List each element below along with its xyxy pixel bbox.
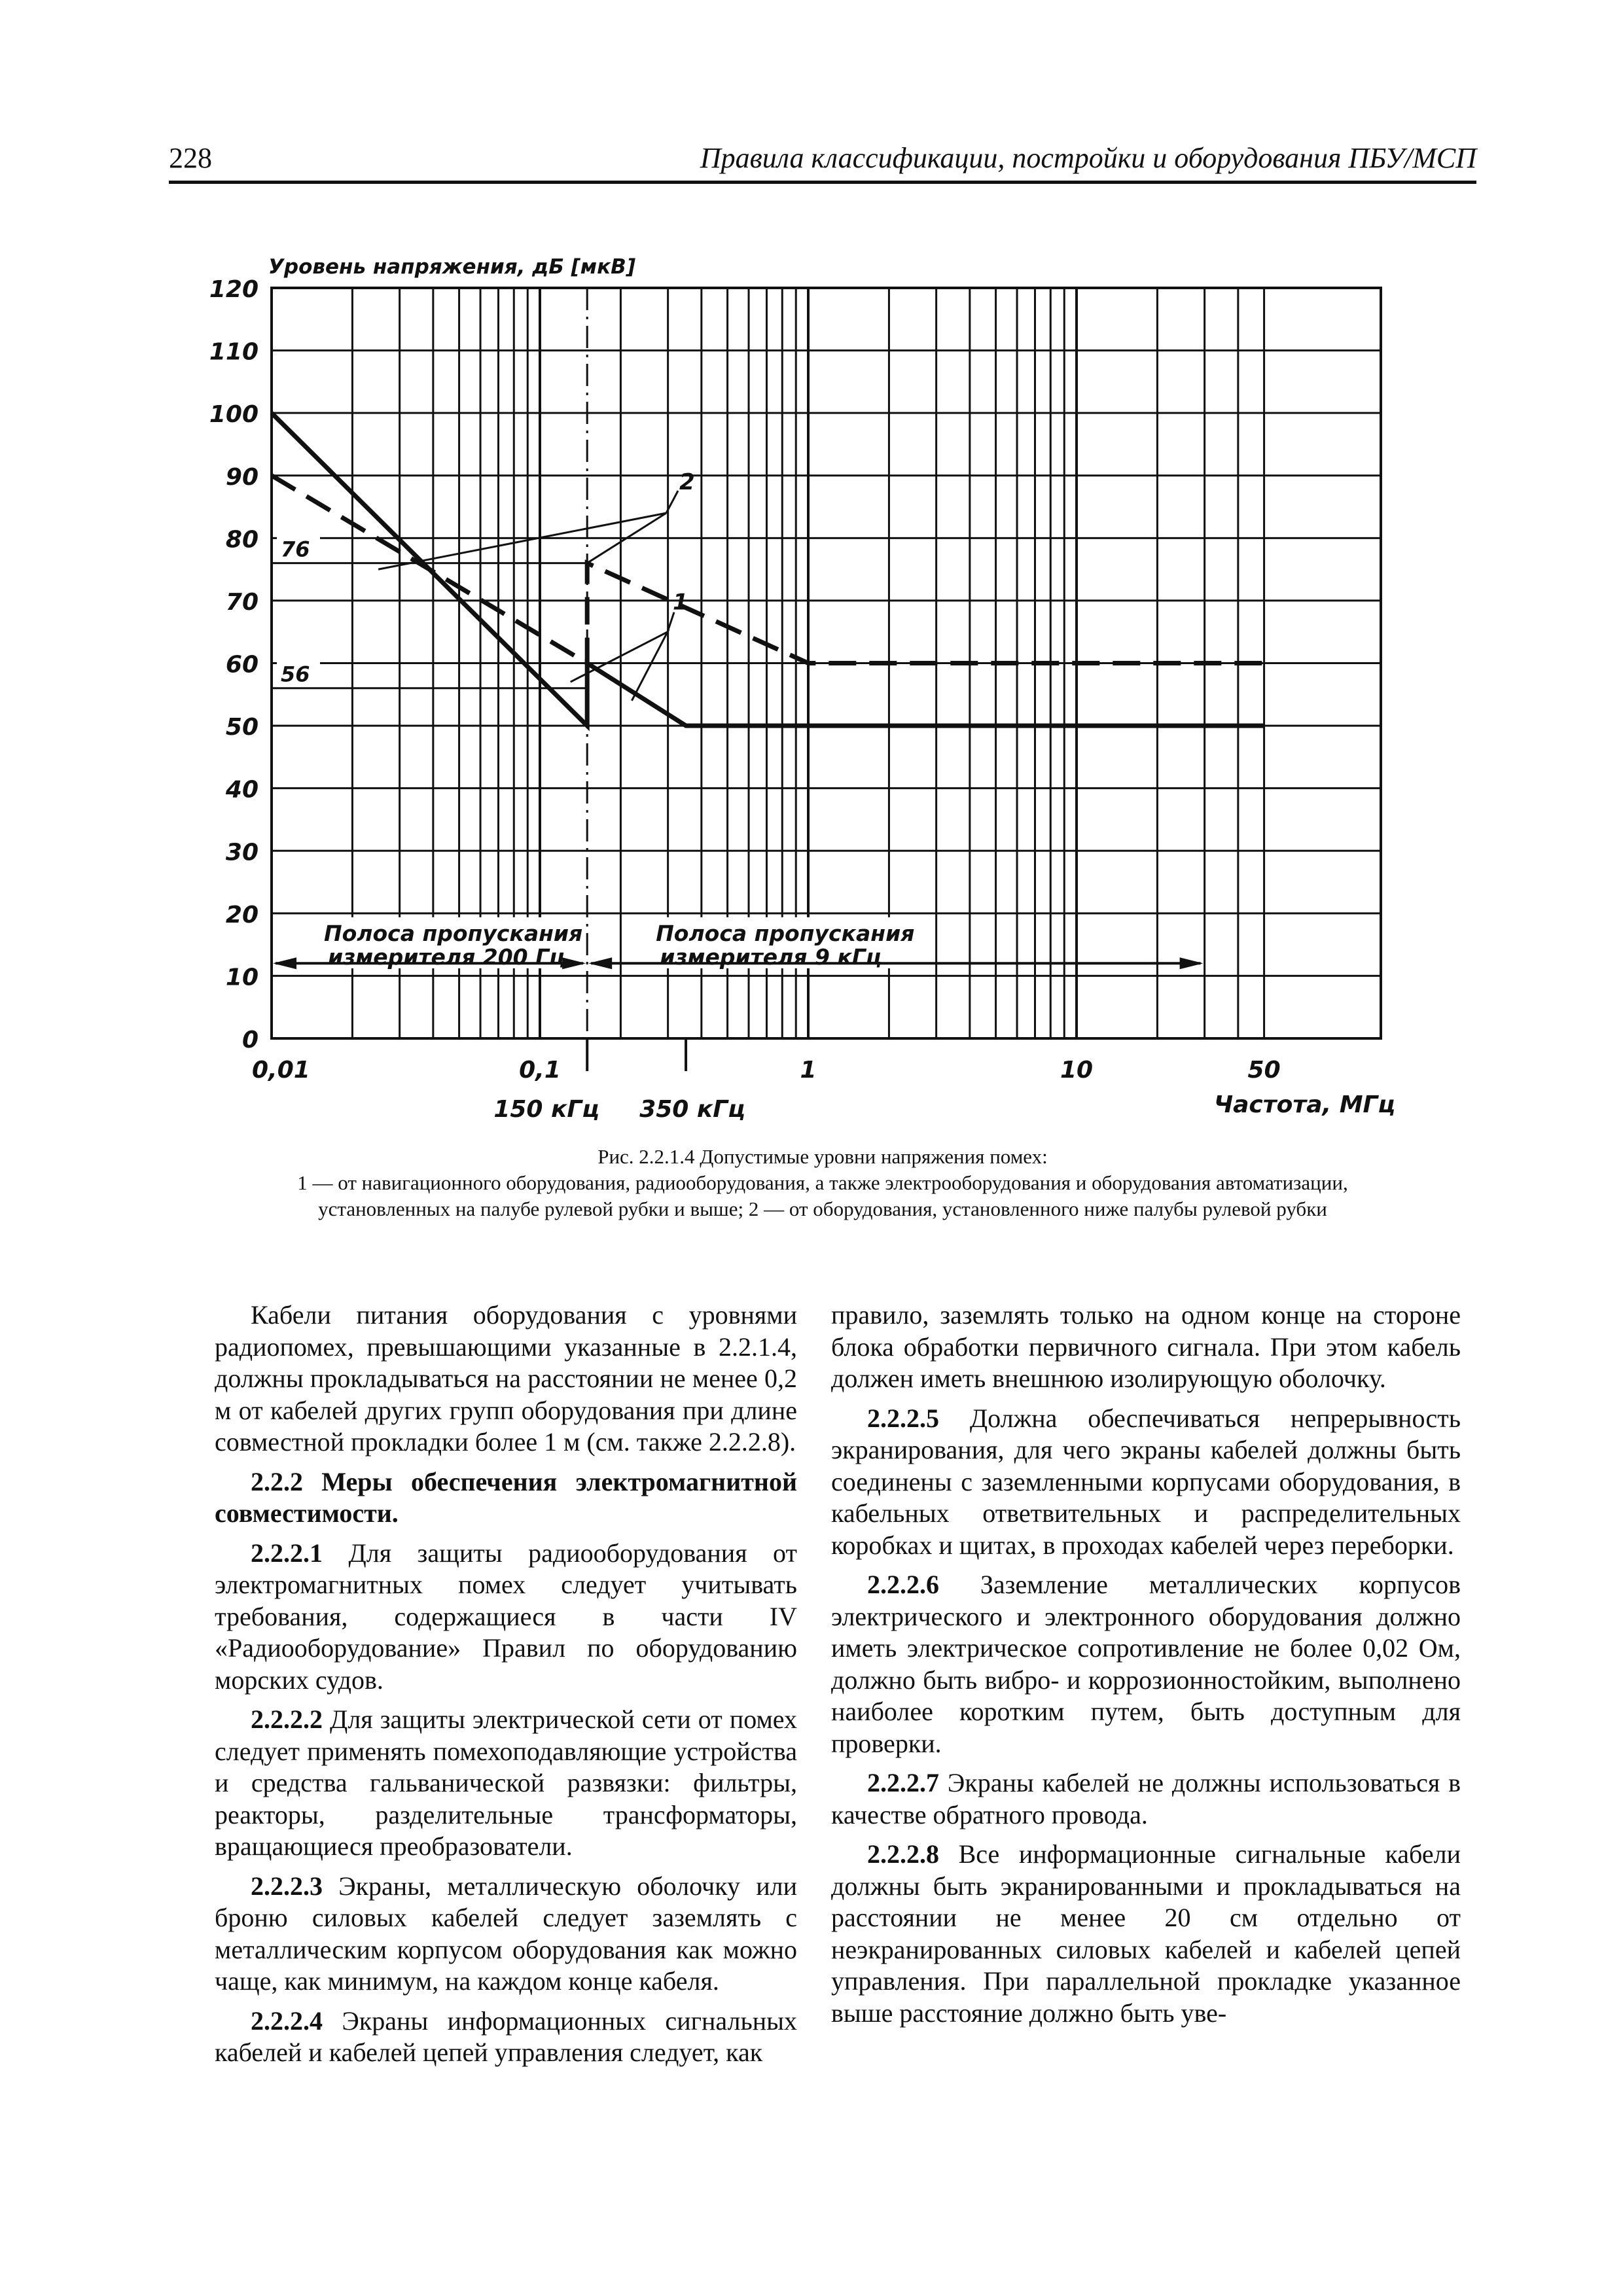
clause-number: 2.2.2.8	[867, 1839, 939, 1869]
series-1-line	[272, 413, 1264, 726]
clause-text: Экраны информационных сигнальных кабелей и кабелей цепей управления следует, как	[215, 2005, 797, 2067]
caption-title: Рис. 2.2.1.4 Допустимые уровни напряжения помех:	[597, 1145, 1048, 1168]
level-label: 76	[281, 537, 310, 562]
paragraph-2-2-2-7	[831, 1767, 1461, 1831]
y-tick-label: 0	[241, 1027, 259, 1053]
section-heading	[215, 1466, 797, 1530]
callout-2-leader	[378, 513, 666, 569]
x-tick-label: 0,1	[519, 1057, 561, 1084]
band-label-line1: Полоса пропускания	[324, 920, 583, 946]
band-label-line2: измерителя 200 Гц	[328, 944, 565, 970]
running-title: Правила классификации, постройки и оборудования ПБУ/МСП	[700, 142, 1476, 174]
y-tick-label: 30	[225, 839, 259, 866]
paragraph: Кабели питания оборудования с уровнями радиопомех, превышающими указанные в 2.2.1.4, должны прокладываться на расстоянии не менее 0,2 м от кабелей других групп оборудования при длине совместной прокладки более 1 м (см. также 2.2.2.8).	[215, 1300, 797, 1457]
voltage-level-chart	[0, 0, 1623, 1145]
clause-number: 2.2.2.5	[867, 1403, 939, 1433]
x-tick-label: 1	[800, 1057, 817, 1084]
chart-ylabel: Уровень напряжения, дБ [мкВ]	[268, 255, 635, 279]
band-label-line1: Полоса пропускания	[656, 920, 915, 946]
clause-text: Для защиты электрической сети от помех следует применять помехоподавляющие устройства и средства гальванической развязки: фильтры, реакторы, разделительные трансформаторы, вращающиеся преобразователи.	[215, 1704, 797, 1861]
y-tick-label: 10	[225, 964, 259, 991]
callout-2-label: 2	[679, 469, 695, 496]
clause-number: 2.2.2.4	[251, 2005, 323, 2036]
series-2-line	[272, 476, 1264, 663]
clause-number: 2.2.2.3	[251, 1871, 323, 1901]
paragraph-2-2-2-6	[831, 1569, 1461, 1759]
chart-xlabel: Частота, МГц	[1214, 1091, 1396, 1118]
y-tick-label: 110	[209, 338, 259, 366]
clause-text: Для защиты радиооборудования от электромагнитных помех следует учитывать требования, содержащиеся в части IV «Радиооборудование» Правил по оборудованию морских судов.	[215, 1538, 797, 1695]
paragraph-2-2-2-5	[831, 1403, 1461, 1562]
y-tick-label: 80	[225, 526, 259, 554]
x-tick-label: 10	[1060, 1057, 1094, 1084]
clause-text: Экраны кабелей не должны использоваться в качестве обратного провода.	[831, 1768, 1461, 1829]
y-tick-label: 120	[209, 276, 259, 303]
right-column	[831, 1299, 1461, 2037]
clause-text: Заземление металлических корпусов электрического и электронного оборудования должно иметь электрическое сопротивление не более 0,02 Ом, должно быть вибро- и коррозионностойким, выполнено наиболее коротким путем, быть доступным для проверки.	[831, 1570, 1461, 1758]
paragraph-2-2-2-2	[215, 1704, 797, 1863]
clause-text: Экраны, металлическую оболочку или броню силовых кабелей следует заземлять с металлическим корпусом оборудования как можно чаще, как минимум, на каждом конце кабеля.	[215, 1871, 797, 1996]
clause-text: Все информационные сигнальные кабели должны быть экранированными и прокладываться на расстоянии не менее 20 см отдельно от неэкранированных силовых кабелей и кабелей цепей управления. При параллельной прокладке указанное выше расстояние должно быть уве-	[831, 1839, 1461, 2028]
left-column	[215, 1299, 797, 2077]
paragraph-continued: правило, заземлять только на одном конце на стороне блока обработки первичного сигнала. При этом кабель должен иметь внешнюю изолирующую оболочку.	[831, 1300, 1461, 1393]
x-tick-label: 0,01	[252, 1057, 310, 1084]
clause-text: Должна обеспечиваться непрерывность экранирования, для чего экраны кабелей должны быть соединены с заземленными корпусами оборудования, в кабельных ответвительных и распределительных коробках и щитах, в проходах кабелей через переборки.	[831, 1403, 1461, 1560]
clause-number: 2.2.2.2	[251, 1704, 323, 1734]
paragraph-2-2-2-8	[831, 1839, 1461, 2029]
y-tick-label: 50	[225, 714, 259, 741]
clause-number: 2.2.2.7	[867, 1768, 939, 1797]
x-marker-label: 350 кГц	[639, 1096, 745, 1123]
x-marker-label: 150 кГц	[493, 1096, 600, 1123]
page-number: 228	[169, 142, 212, 174]
x-tick-label: 50	[1247, 1057, 1281, 1084]
band-arrow-head-right	[1180, 957, 1204, 969]
y-tick-label: 40	[225, 776, 259, 804]
paragraph-2-2-2-4	[215, 2005, 797, 2069]
level-label: 56	[281, 662, 310, 687]
band-label-line2: измерителя 9 кГц	[660, 944, 882, 970]
callout-1-label: 1	[673, 589, 688, 616]
paragraph-2-2-2-3	[215, 1871, 797, 1998]
y-tick-label: 20	[225, 901, 259, 928]
figure-caption	[169, 1144, 1476, 1222]
caption-line-2: 1 — от навигационного оборудования, радиооборудования, а также электрооборудования и оборудования автоматизации,	[297, 1171, 1348, 1194]
section-number: 2.2.2	[251, 1466, 303, 1496]
band-arrow-head-left	[588, 957, 612, 969]
y-tick-label: 90	[225, 463, 259, 491]
y-tick-label: 100	[209, 401, 259, 429]
band-arrow-head-left	[273, 957, 296, 969]
y-tick-label: 60	[225, 651, 259, 679]
clause-number: 2.2.2.6	[867, 1570, 939, 1599]
y-tick-label: 70	[225, 588, 259, 616]
clause-number: 2.2.2.1	[251, 1538, 323, 1568]
caption-line-3: установленных на палубе рулевой рубки и выше; 2 — от оборудования, установленного ниже палубы рулевой рубки	[318, 1197, 1327, 1220]
paragraph-2-2-2-1	[215, 1538, 797, 1697]
section-title: Меры обеспечения электромагнитной совместимости.	[215, 1466, 797, 1528]
